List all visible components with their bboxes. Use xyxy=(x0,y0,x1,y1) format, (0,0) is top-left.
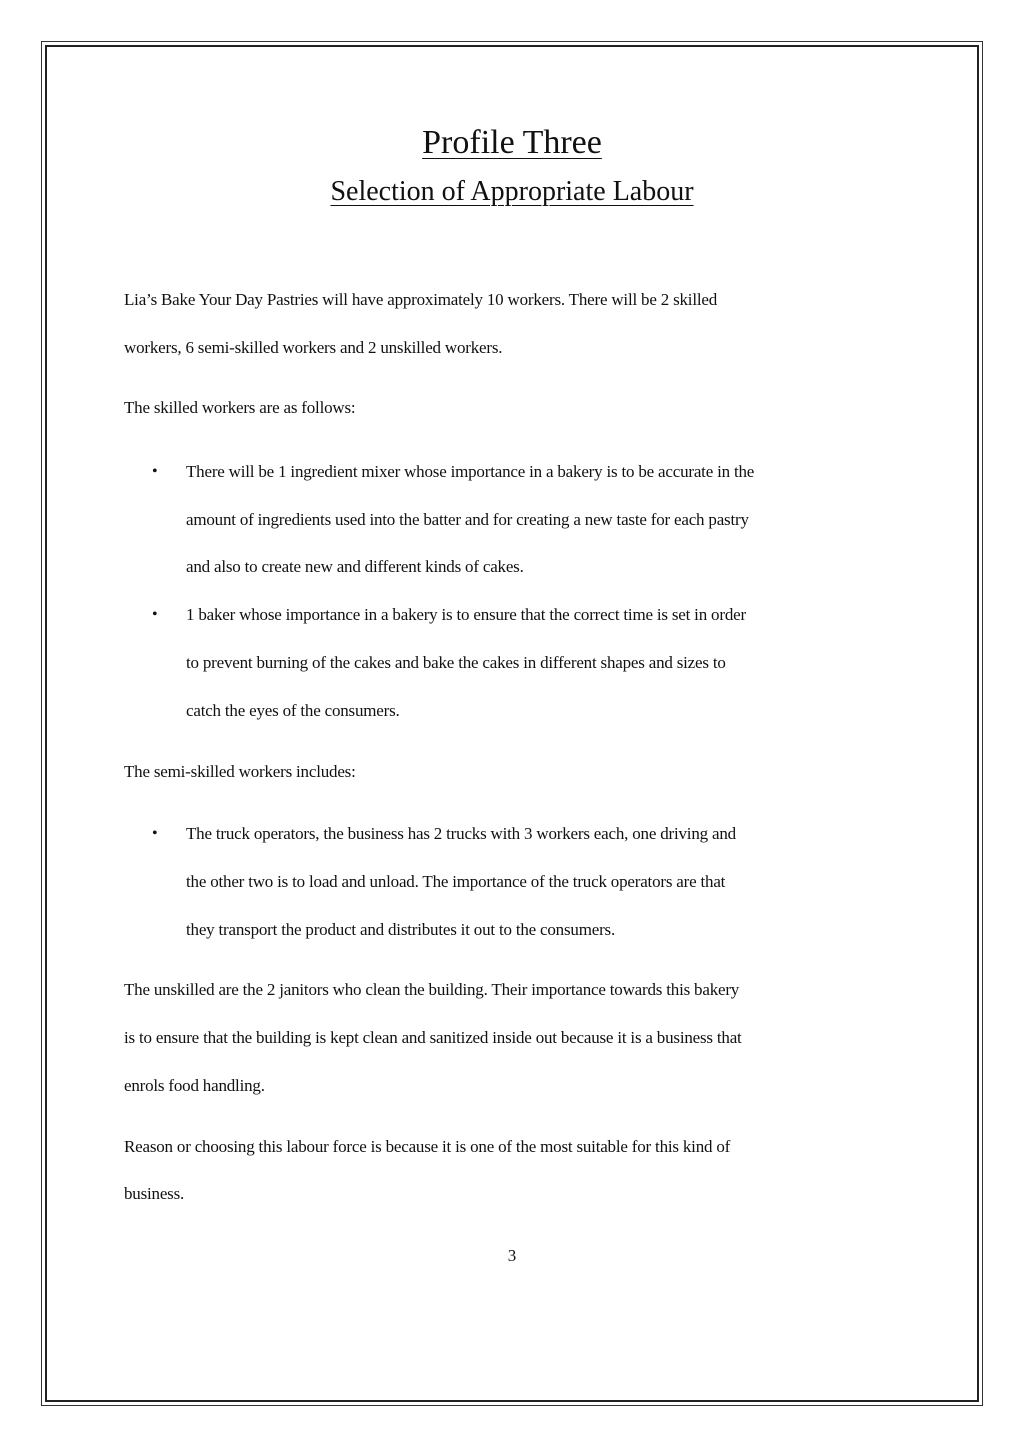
reason-line-1: Reason or choosing this labour force is because it is one of the most suitable for this kind of xyxy=(124,1137,731,1156)
skilled-item-1-line-2: amount of ingredients used into the batter and for creating a new taste for each pastry xyxy=(186,510,749,529)
skilled-heading: The skilled workers are as follows: xyxy=(124,398,356,417)
semi-item-1-line-1: The truck operators, the business has 2 trucks with 3 workers each, one driving and xyxy=(186,824,736,843)
skilled-item-1-line-3: and also to create new and different kinds of cakes. xyxy=(186,557,524,576)
skilled-item-1-line-1: There will be 1 ingredient mixer whose importance in a bakery is to be accurate in the xyxy=(186,462,755,481)
unskilled-line-2: is to ensure that the building is kept clean and sanitized inside out because it is a business that xyxy=(124,1028,742,1047)
page-number: 3 xyxy=(507,1246,517,1265)
intro-line-1: Lia’s Bake Your Day Pastries will have approximately 10 workers. There will be 2 skilled xyxy=(124,290,718,309)
skilled-item-2-line-2: to prevent burning of the cakes and bake the cakes in different shapes and sizes to xyxy=(186,653,726,672)
bullet-icon: • xyxy=(152,825,158,842)
bullet-icon: • xyxy=(152,463,158,480)
bullet-icon: • xyxy=(152,606,158,623)
unskilled-line-3: enrols food handling. xyxy=(124,1076,265,1095)
reason-line-2: business. xyxy=(124,1184,185,1203)
page-border-inner xyxy=(45,45,979,1402)
semi-item-1-line-2: the other two is to load and unload. The importance of the truck operators are that xyxy=(186,872,726,891)
semi-skilled-heading: The semi-skilled workers includes: xyxy=(124,762,356,781)
semi-item-1-line-3: they transport the product and distributes it out to the consumers. xyxy=(186,920,615,939)
unskilled-line-1: The unskilled are the 2 janitors who clean the building. Their importance towards this bakery xyxy=(124,980,740,999)
skilled-item-2-line-1: 1 baker whose importance in a bakery is to ensure that the correct time is set in order xyxy=(186,605,746,624)
intro-line-2: workers, 6 semi-skilled workers and 2 unskilled workers. xyxy=(124,338,503,357)
page-subtitle: Selection of Appropriate Labour xyxy=(330,176,694,207)
skilled-item-2-line-3: catch the eyes of the consumers. xyxy=(186,701,400,720)
page-title: Profile Three xyxy=(422,124,602,161)
